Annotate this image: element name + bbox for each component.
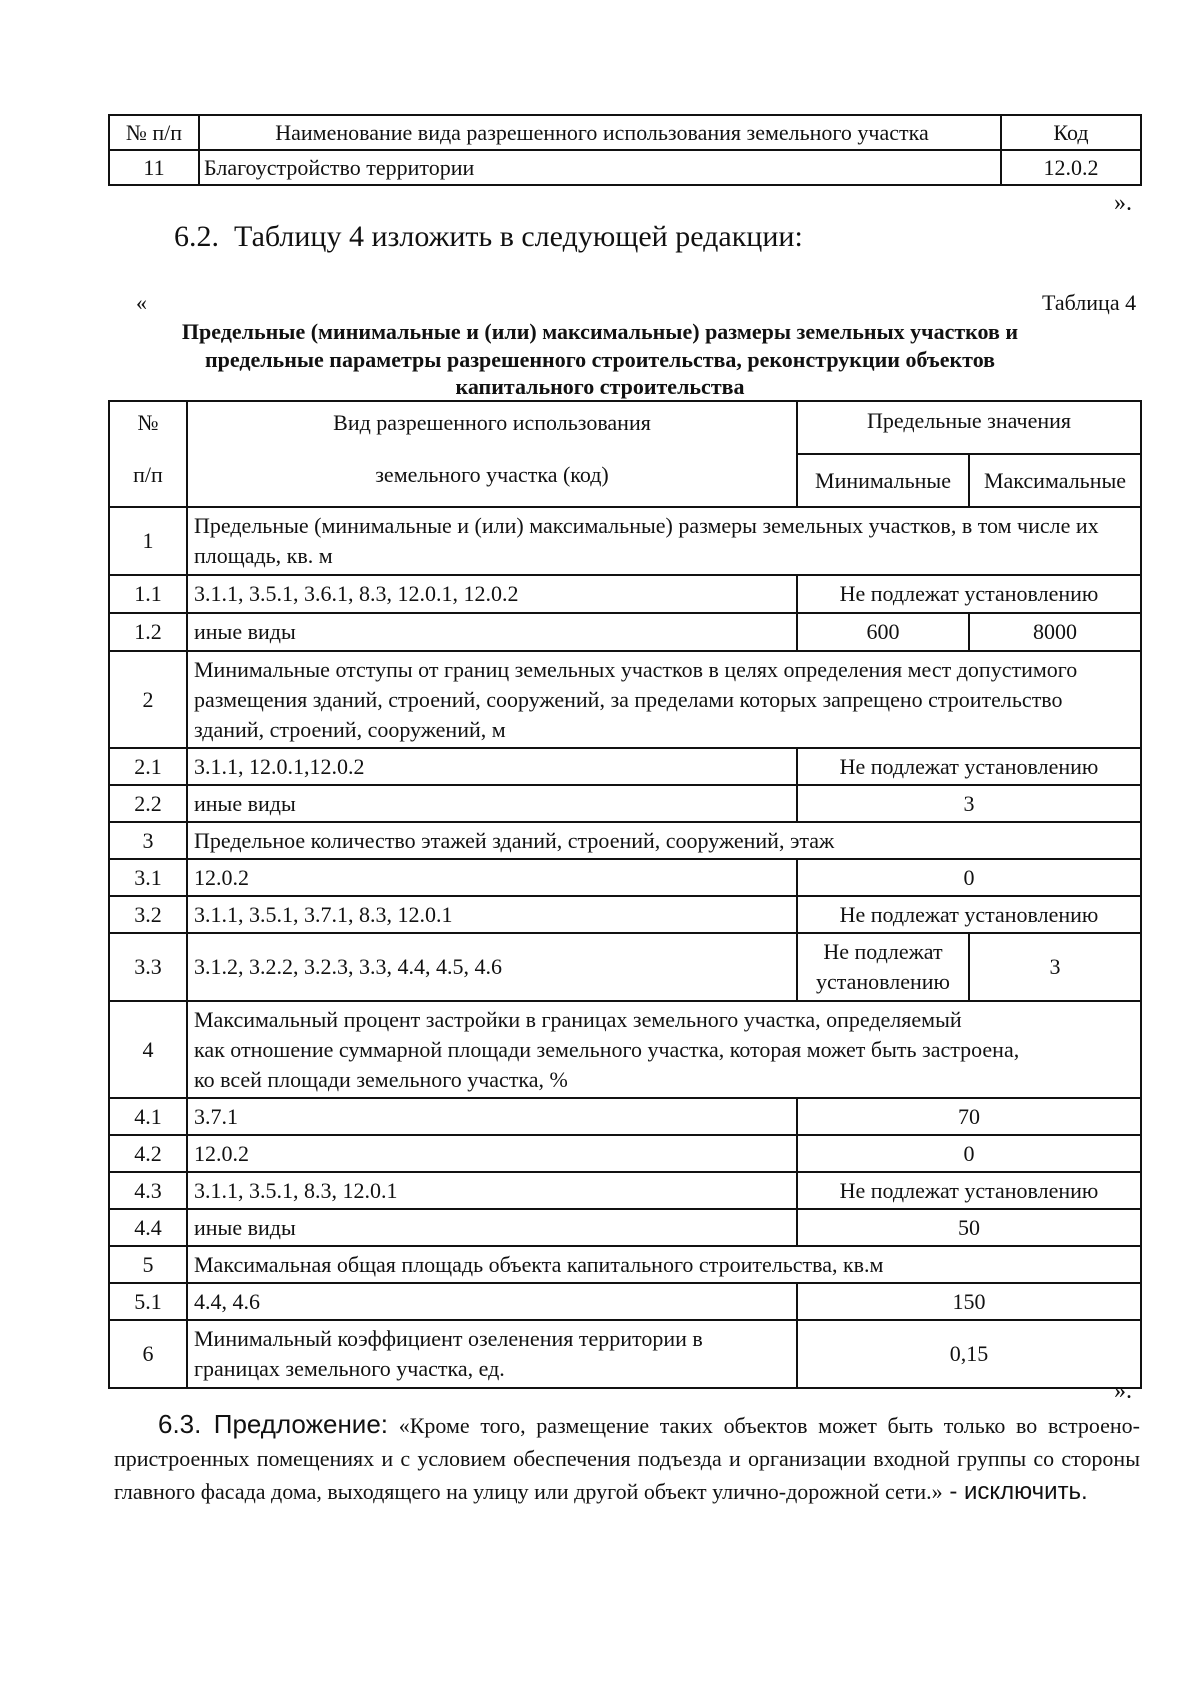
table-row xyxy=(109,1209,1141,1246)
row-num: 2.1 xyxy=(109,748,187,785)
row-text: 4.4, 4.6 xyxy=(187,1283,797,1320)
table-row xyxy=(109,507,1141,575)
row-num: 3.3 xyxy=(109,933,187,1001)
row-num: 3.2 xyxy=(109,896,187,933)
row-value: 150 xyxy=(797,1283,1141,1320)
top-table xyxy=(108,114,1142,186)
row-text: Предельное количество этажей зданий, строений, сооружений, этаж xyxy=(187,822,1141,859)
table-row xyxy=(109,822,1141,859)
header-vid-cell xyxy=(187,401,797,507)
table-row xyxy=(109,613,1141,651)
row-num: 4.4 xyxy=(109,1209,187,1246)
section-6-2-text: Таблицу 4 изложить в следующей редакции: xyxy=(234,220,803,253)
row-text: 3.1.2, 3.2.2, 3.2.3, 3.3, 4.4, 4.5, 4.6 xyxy=(187,933,797,1001)
row-num: 5.1 xyxy=(109,1283,187,1320)
table-row xyxy=(109,651,1141,748)
quote-close-1: ». xyxy=(1114,190,1132,216)
top-header-code: Код xyxy=(1001,115,1141,150)
header-num-line-2: п/п xyxy=(133,462,163,487)
row-value: 0 xyxy=(797,1135,1141,1172)
table-row xyxy=(109,1320,1141,1388)
limits-table xyxy=(108,400,1142,1389)
header-min: Минимальные xyxy=(797,454,969,507)
row-num: 1.2 xyxy=(109,613,187,651)
table-row xyxy=(109,785,1141,822)
row-num: 3.1 xyxy=(109,859,187,896)
row-text xyxy=(187,1001,1141,1098)
row-value: Не подлежат установлению xyxy=(797,1172,1141,1209)
row-min: 600 xyxy=(797,613,969,651)
row-text: иные виды xyxy=(187,785,797,822)
row-text-line-1: Максимальный процент застройки в границах земельного участка, определяемый xyxy=(194,1006,962,1032)
row-text-line-3: ко всей площади земельного участка, % xyxy=(194,1066,568,1092)
row-num: 1 xyxy=(109,507,187,575)
quote-open: « xyxy=(136,290,147,315)
table-title-line-1: Предельные (минимальные и (или) максимальные) размеры земельных участков и xyxy=(181,319,1019,344)
table-row xyxy=(109,748,1141,785)
row-text: иные виды xyxy=(187,613,797,651)
header-num-cell xyxy=(109,401,187,507)
top-table-header-row xyxy=(109,115,1141,150)
table-caption: Таблица 4 xyxy=(1042,290,1137,315)
top-row-code: 12.0.2 xyxy=(1001,150,1141,185)
header-vid-line-1: Вид разрешенного использования xyxy=(333,410,651,435)
row-text: 12.0.2 xyxy=(187,859,797,896)
header-row-1 xyxy=(109,401,1141,454)
row-value: Не подлежат установлению xyxy=(797,575,1141,613)
row-text-line-2: как отношение суммарной площади земельного участка, которая может быть застроена, xyxy=(194,1036,1020,1062)
row-value: 3 xyxy=(797,785,1141,822)
row-num: 4 xyxy=(109,1001,187,1098)
row-num: 4.1 xyxy=(109,1098,187,1135)
row-value: Не подлежат установлению xyxy=(797,896,1141,933)
row-text: 12.0.2 xyxy=(187,1135,797,1172)
table-row xyxy=(109,896,1141,933)
header-limits: Предельные значения xyxy=(797,401,1141,454)
section-6-3-paragraph xyxy=(114,1408,1140,1508)
row-text: 3.1.1, 12.0.1,12.0.2 xyxy=(187,748,797,785)
row-num: 6 xyxy=(109,1320,187,1388)
row-text: Максимальная общая площадь объекта капитального строительства, кв.м xyxy=(187,1246,1141,1283)
header-max: Максимальные xyxy=(969,454,1141,507)
row-min: Не подлежат установлению xyxy=(797,933,969,1001)
section-6-3-tail: - исключить. xyxy=(942,1478,1088,1505)
row-num: 1.1 xyxy=(109,575,187,613)
row-text: Предельные (минимальные и (или) максимальные) размеры земельных участков, в том числе их площадь, кв. м xyxy=(187,507,1141,575)
table-row xyxy=(109,1246,1141,1283)
row-value: 70 xyxy=(797,1098,1141,1135)
section-6-2-heading xyxy=(174,220,803,254)
row-num: 2 xyxy=(109,651,187,748)
header-vid-line-2: земельного участка (код) xyxy=(375,462,609,487)
row-max: 3 xyxy=(969,933,1141,1001)
table-row xyxy=(109,1098,1141,1135)
section-6-2-number: 6.2. xyxy=(174,220,219,253)
table-row xyxy=(109,859,1141,896)
top-table-row xyxy=(109,150,1141,185)
top-header-num: № п/п xyxy=(109,115,199,150)
top-row-num: 11 xyxy=(109,150,199,185)
row-text: 3.1.1, 3.5.1, 3.6.1, 8.3, 12.0.1, 12.0.2 xyxy=(187,575,797,613)
row-num: 2.2 xyxy=(109,785,187,822)
table-row xyxy=(109,1135,1141,1172)
row-value: 0,15 xyxy=(797,1320,1141,1388)
row-value: 0 xyxy=(797,859,1141,896)
row-max: 8000 xyxy=(969,613,1141,651)
row-num: 5 xyxy=(109,1246,187,1283)
row-text: Минимальные отступы от границ земельных участков в целях определения мест допустимого размещения зданий, строений, сооружений, за пределами которых запрещено строительство зданий, строений, сооружений, м xyxy=(187,651,1141,748)
row-num: 3 xyxy=(109,822,187,859)
header-num-line-1: № xyxy=(137,410,159,435)
row-text: иные виды xyxy=(187,1209,797,1246)
top-header-name: Наименование вида разрешенного использования земельного участка xyxy=(199,115,1001,150)
table-row xyxy=(109,1172,1141,1209)
row-text: 3.1.1, 3.5.1, 3.7.1, 8.3, 12.0.1 xyxy=(187,896,797,933)
table-title-line-3: капитального строительства xyxy=(455,374,745,399)
row-value: 50 xyxy=(797,1209,1141,1246)
quote-close-2: ». xyxy=(1114,1378,1132,1404)
table-row xyxy=(109,1283,1141,1320)
section-6-3-lead: 6.3. Предложение: xyxy=(158,1409,389,1439)
row-text: Минимальный коэффициент озеленения территории в границах земельного участка, ед. xyxy=(187,1320,797,1388)
section-6-3-body: «Кроме того, размещение таких объектов может быть только во встроено-пристроенных помещениях и с условием обеспечения подъезда и организации входной группы со стороны главного фасада дома, выходящего на улицу или другой объект улично-дорожной сети.» xyxy=(114,1413,1140,1504)
row-text: 3.7.1 xyxy=(187,1098,797,1135)
row-value: Не подлежат установлению xyxy=(797,748,1141,785)
row-num: 4.2 xyxy=(109,1135,187,1172)
row-text: 3.1.1, 3.5.1, 8.3, 12.0.1 xyxy=(187,1172,797,1209)
top-row-name: Благоустройство территории xyxy=(199,150,1001,185)
table-row xyxy=(109,933,1141,1001)
table-row xyxy=(109,575,1141,613)
table-title-line-2: предельные параметры разрешенного строительства, реконструкции объектов xyxy=(204,347,996,372)
table-row xyxy=(109,1001,1141,1098)
row-num: 4.3 xyxy=(109,1172,187,1209)
